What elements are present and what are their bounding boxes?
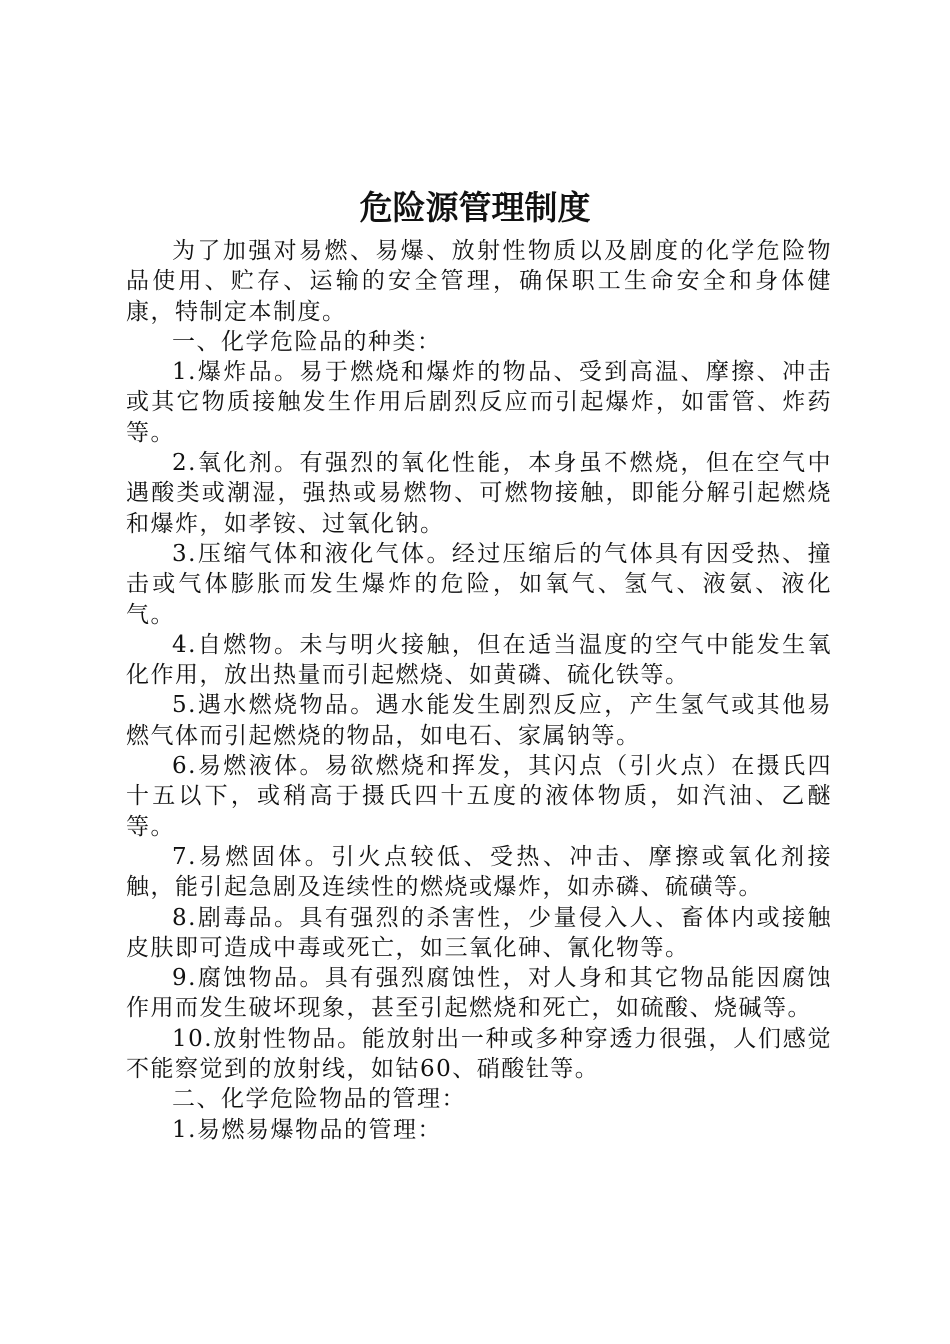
list-item: 2.氧化剂。有强烈的氧化性能，本身虽不燃烧，但在空气中遇酸类或潮湿，强热或易燃物、可燃物接触，即能分解引起燃烧和爆炸，如孝铵、过氧化钠。 [126, 450, 832, 537]
list-item: 4.自燃物。未与明火接触，但在适当温度的空气中能发生氧化作用，放出热量而引起燃烧、如黄磷、硫化铁等。 [126, 631, 832, 689]
list-item: 9.腐蚀物品。具有强烈腐蚀性，对人身和其它物品能因腐蚀作用而发生破坏现象，甚至引起燃烧和死亡，如硫酸、烧碱等。 [126, 965, 832, 1022]
document-title: 危险源管理制度 [359, 188, 591, 227]
section-heading-2: 二、化学危险物品的管理： [172, 1086, 466, 1113]
list-item: 5.遇水燃烧物品。遇水能发生剧烈反应，产生氢气或其他易燃气体而引起燃烧的物品，如电石、家属钠等。 [126, 692, 832, 749]
list-item: 3.压缩气体和液化气体。经过压缩后的气体具有因受热、撞击或气体膨胀而发生爆炸的危险，如氧气、氢气、液氨、液化气。 [126, 540, 832, 628]
section-heading-1: 一、化学危险品的种类： [172, 328, 442, 355]
list-item: 1.易燃易爆物品的管理： [172, 1116, 442, 1143]
list-item: 6.易燃液体。易欲燃烧和挥发，其闪点（引火点）在摄氏四十五以下，或稍高于摄氏四十五度的液体物质，如汽油、乙醚等。 [126, 753, 832, 840]
paragraph-intro: 为了加强对易燃、易爆、放射性物质以及剧度的化学危险物品使用、贮存、运输的安全管理，确保职工生命安全和身体健康，特制定本制度。 [126, 238, 832, 325]
list-item: 1.爆炸品。易于燃烧和爆炸的物品、受到高温、摩擦、冲击或其它物质接触发生作用后剧烈反应而引起爆炸，如雷管、炸药等。 [126, 359, 832, 446]
document-body [126, 236, 832, 1145]
list-item: 8.剧毒品。具有强烈的杀害性，少量侵入人、畜体内或接触皮肤即可造成中毒或死亡，如三氧化砷、氰化物等。 [126, 904, 832, 961]
list-item: 10.放射性物品。能放射出一种或多种穿透力很强，人们感觉不能察觉到的放射线，如钴60、硝酸钍等。 [126, 1025, 832, 1083]
list-item: 7.易燃固体。引火点较低、受热、冲击、摩擦或氧化剂接触，能引起急剧及连续性的燃烧或爆炸，如赤磷、硫磺等。 [126, 843, 832, 901]
